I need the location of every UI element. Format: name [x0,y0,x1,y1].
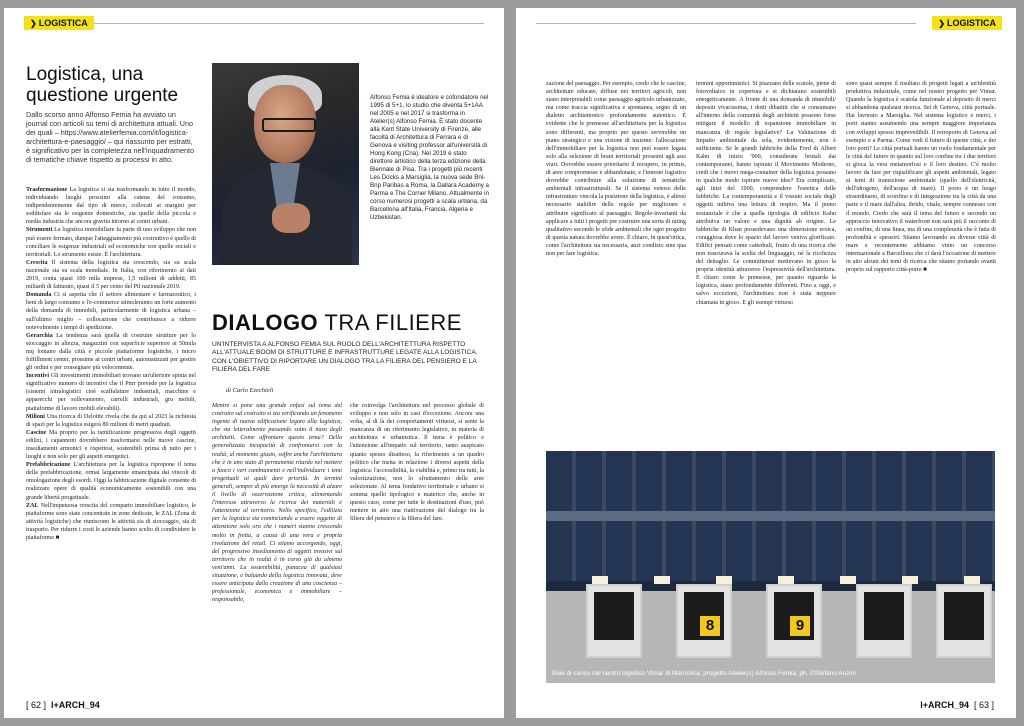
glossary-term: Milioni [26,413,45,420]
folio-left: [ 62 ] l+ARCH_94 [26,700,100,710]
glossary-term: ZAL [26,502,39,509]
sidebar-headline: Logistica, una questione urgente [26,64,179,106]
right-page [516,8,1016,718]
chevron-right-icon: ❯ [938,19,945,28]
glossary-text: La logistica si sta trasformando in tutto il mondo, individuando luoghi prossimi alla catena del consumo, indipendentemente dal tipo di merce, collocati ai margini per soddisfare sia le esigenze domestiche, sia quelle della piccola e media industria che ancora gravita intorno ai centri urbani. [26,187,196,226]
loading-bay-photo [546,451,995,683]
glossary-term: Prefabbricazione [26,462,71,469]
glossary-term: Domanda [26,292,52,299]
chevron-right-icon: ❯ [30,19,37,28]
glossary-entry [26,291,196,331]
glossary-entry [26,372,196,412]
glossary-text: Il sistema della logistica sta crescendo, sia su scala nazionale sia su scala mondiale. In Italia, con riferimento ai dati 2019, conta quasi 100 mila imprese, 1,5 milioni di addetti, 85 miliardi di fatturato, quasi il 5 per cento del Pil nazionale 2019. [26,259,196,291]
glossary-text: La logistica immobiliare fa parte di uno sviluppo che non può essere fermato, dunque l'atteggiamento più costruttivo è quello di conciliare le esigenze industriali ed economiche con quelle sociali e territoriali. Lo strumento esiste. È l'architettura. [26,227,196,258]
glossary-term: Gerarchia [26,332,53,339]
glossary-term: Incentivi [26,373,50,380]
header-rule [536,23,916,24]
glossary-text: Nell'impetuosa crescita del comparto immobiliare logistico, le piattaforme sono state concentrate in zone dedicate, le ZAL (Zona di attività logistiche) che riuniscono le attività sia di stoccaggio, sia di trasporto. Per ridurre i costi le aziende hanno scelto di condividere le piattaforme ■ [26,502,196,542]
column-2: termini opportunistici. Si piazzano delle scatole, piene di fotovoltaico in copertura e si dichiarano sostenibili energeticamente. A fronte di una domanda di immobili/ depositi vivacissima, i dotti dibattiti che si consumano all'interno della comunità degli architetti possono forse mitigare il modello di espansione immobiliare in mancanza di regole legislative? La Valutazione di Impatto ambientale da sola, evidentemente, non è sufficiente. Se le grandi fabbriche della Ford di Albert Kahn di inizio '900, considerate brutali dai contemporanei, hanno ispirato il Movimento Moderno, credi che i nuovi mega-container della logistica possano in qualche modo ispirare nuove idee? Era complicato, agli inizi del 1900, comprendere l'estetica delle fabbriche. La contemporaneità e il vissuto sociale degli oggetti inibiva una lettura di respiro. Ma il punto sostanziale è che a quella tipologia di edificio Kahn attribuiva un valore e una dignità ab origine. Le fabbriche di Khan possedevano una dimensione eroica, coraggiosa dove lo spazio del lavoro veniva glorificato. Edifici pensati come cattedrali, frutto di una ricerca che non trascurava la scelta del linguaggio, né la ricchezza del dettaglio. Le committenze mettevano in gioco la propria identità attraverso l'espressività dell'architettura. È chiaro come le premesse, per quanto riguarda la logistica, siano profondamente differenti. Fino a oggi, e salvo eccezioni, l'architettura non è stata neppure chiamata in gioco. E gli esempi virtuosi [696,81,836,306]
glossary-term: Crescita [26,259,48,266]
photo-caption: Baie di carico nel centro logistico Vimar di Marostica, progetto Atelier(s) Alfonso Femia, ph. ©Stefano Anzini [552,670,856,677]
loading-dock [936,584,992,658]
glossary-entry [26,429,196,461]
glossary-term: Strumenti [26,227,53,234]
author-bio: Alfonso Femia è ideatore e cofondatore nel 1995 di 5+1, lo studio che diventa 5+1AA nel 2005 e nel 2017 si trasforma in Atelier(s) Alfonso Femia. È stato docente alla Kent State University di Firenze, alle facoltà di Architettura di Ferrara e di Genova e visiting professor all'università di Hong Kong (Cna). Nel 2019 è stato direttore artistico della terza edizione della Biennale di Pisa. Tra i progetti più recenti Les Docks a Marsiglia, la nuova sede Bnl-Bnp Paribas a Roma, la Dallara Academy a Parma e The Corner Milano. Attualmente in corso numerosi progetti a scala urbana, da Barcellona all'Italia, Francia, Algeria e Uzbekistan. [370,94,489,221]
glossary-text: L'architettura per la logistica ripropone il tema della prefabbricazione, ormai largamente emancipata dai vincoli di omologazione degli esordi. Oggi la fabbricazione digitale consente di realizzare opere di qualità economicamente sostenibili con una grande libertà progettuale. [26,462,196,501]
glossary-text: Ci si aspetta che il settore alimentare e farmaceutico, i beni di largo consumo e l'e-commerce stimoleranno un forte aumento della domanda di immobili, particolarmente di logistica urbana – sull'ultimo miglio – collocazione che contribuisce a ridurre notevolmente i tempi di spedizione. [26,292,196,331]
glossary-entry [26,413,196,429]
section-tag: ❯ LOGISTICA [24,16,94,30]
interview-column-2: che coinvolga l'architettura nel processo globale di sviluppo e non solo in casi d'eccezione. Ancora una volta, al di là dei comportamenti virtuosi, si sente la mancanza di un riferimento legislativo, in materia di architettura e urbanistica. Il tema è politico e l'attenzione all'impatto sul territorio, tanto auspicato quanto spesso disatteso, fa riferimento a un quadro politico che metta in relazione i diversi aspetti della logistica: l'accessibilità, la viabilità e, primo tra tutti, la valorizzazione, non lo sfruttamento delle aree selezionate. Al tema fondativo territoriale e urbano si somma quello tipologico e materico che, anche in questo caso, come per tutte le destinazioni d'uso, può mettere in atto una riattivazione del dialogo tra la filiera del pensiero e la filiera del fare. [350,403,484,523]
glossary-entry [26,461,196,501]
byline: di Carlo Ezechieli [226,387,274,394]
glossary-column [26,186,196,701]
loading-dock [676,584,732,658]
dock-number: 9 [790,616,810,636]
glossary-term: Trasformazione [26,187,68,193]
column-3: sono quasi sempre il risultato di progetti legati a un'identità produttiva industriale, come nel nostro progetto per Vimar. Quando la logistica è scatola funzionale al deposito di merci si abbandona qualsiasi ricerca. Sei di Genova, città portuale. Hai lavorato a Marsiglia. Nel sistema logistico e merci, i porti stanno assumendo una sempre maggiore importanza con sviluppi spesso imprevedibili. Il retroporto di Genova ad esempio e a Parma. Come vedi il futuro di queste città, e dei loro porti? Le città portuali hanno un ruolo fondamentale per le città del futuro in quanto sul loro confine tra i due territori si gioca la vera metamorfosi e il loro destino. C'è molto lavoro da fare per riqualificare gli aspetti ambientali, legato ai temi di transizione ambientale (quello dell'elettricità, dell'idrogeno, dell'acqua di mare). Il porto è un luogo straordinario, di sconfino e di integrazione tra la città da una parte e il mare dall'altra, ibrido, vitale, sempre connesso con il mondo. Credo che sarà il tema del futuro e secondo un approccio innovativo il waterfront non sarà più il racconto di un confine, di una linea, ma di una complessità che è fatta di profondità e spessori. Stiamo lavorando su diverse città di mare e recentemente abbiamo vinto un concorso internazionale a Barcellona che ci darà l'occasione di mettere in atto alcuni dei temi di ricerca che stiamo portando avanti proprio sul rapporto città-porto ■ [846,81,996,274]
sidebar-intro: Dallo scorso anno Alfonso Femia ha avviato un journal con articoli su temi di architettura attuali. Uno dei quali – https://www.atelierfemia.com/it/logistica-architettura-e-paesaggio/ – qui riassunto per estratti, è significativo per la completezza nell'inquadramento di tematiche chiave rispetto ai processi in atto. [26,110,194,164]
section-tag: ❯ LOGISTICA [932,16,1002,30]
dock-number: 8 [700,616,720,636]
glossary-text: La tendenza sarà quella di costruire strutture per lo stoccaggio in altezza, magazzini con superficie superiore ai 50mila mq lontano dalla città e piccole piattaforme logistiche, i micro fulfillment center, prossime ai centri urbani, automatizzati per gestire gli ordini e per consegnare più velocemente. [26,332,196,372]
glossary-entry [26,226,196,258]
article-subtitle: UN'INTERVISTA A ALFONSO FEMIA SUL RUOLO DELL'ARCHITETTURA RISPETTO ALL'ATTUALE BOOM DI STRUTTURE E INFRASTRUTTURE LEGATE ALLA LOGISTICA. CON L'OBIETTIVO DI RIPORTARE UN DIALOGO TRA LA FILIERA DEL PENSIERO E LA FILIERA DEL FARE [212,341,478,374]
left-page [4,8,504,718]
glossary-text: Ma proprio per la ramificazione progressiva degli oggetti edilizi, i capannoni dovrebbero trasformarsi nelle nuove cascine, insediamenti armonici e rispettosi, sostenibili prima di tutto per i luoghi e non solo per gli aspetti energetici. [26,429,196,461]
column-1: zazione del paesaggio. Per esempio, credo che le cascine, architetture educate, diffuse nei territori agricoli, non siano interpretabili come paesaggio agricolo urbanizzato, ma come traccia significativa e spontanea, segno di un dialetto architettonico profondamente autentico. È evidente che le premesse all'architettura per la logistica sono differenti, ma proprio per questo servirebbe un piano strategico e una visione di insieme: l'allocazione dell'immobiliare per la logistica non può essere legata solo alla selezione di brani territoriali prossimi agli assi viari. Dovrebbe essere prioritario il recupero, in primis, di aree compromesse e abbandonate, e l'innesto logistico dovrebbe contribuire alla soluzione di tematiche ambientali infrastrutturali. Se il sistema venoso delle infrastrutture vincola la posizione della logistica, è altresì necessario stabilire delle regole per migliorare e attribuire significato al paesaggio. Regole-invarianti da applicare a tutti i progetti per costruire una sorta di rating qualitativo secondo le sfide ambientali che ogni progetto di questa natura dovrebbe avere. È chiaro, in quest'ottica, come l'architettura sia necessaria, anzi condizio sine qua non per fare logistica. [546,81,686,257]
glossary-entry [26,502,196,542]
loading-dock [586,584,642,658]
interview-column-1: Mentre si pone una grande enfasi sul tema del costruire sul costruito si sta verificando un fenomeno ingente di nuova edificazione legato alla logistica, che sta letteralmente passando sotto il naso degli architetti. Come affrontare questo tema? Della generalizzata incapacità di confrontarsi con la realtà, al momento giusto, soffre anche l'architettura che è in uno stato di permanente ritardo nel mettere a fuoco i veri cambiamenti e nell'individuare i temi progettuali ai quali dare priorità. In termini generali, sempre di più emerge la necessità di alzare il livello di osservazione critica, alimentando l'interesse attraverso la ricerca dei materiali e l'attenzione al territorio. Nello specifico, l'edilizia per la logistica sta cominciando a essere oggetto di attenzione solo ora che i numeri stanno crescendo molto in fretta, a causa di una vera e propria rivoluzione del retail. Ci stiamo accorgendo, oggi, del progressivo insediamento di oggetti invasivi sul territorio che in realtà è in corso già da almeno vent'anni. La sostenibilità, panacea di qualsiasi situazione, e baluardo della logistica innovata, deve essere anticipata dalla creazione di una coscienza – professionale, economica e immobiliare – responsabile, [212,403,342,604]
loading-dock [766,584,822,658]
portrait-photo [212,63,359,265]
article-title: DIALOGO TRA FILIERE [212,310,462,335]
folio-right: l+ARCH_94 [ 63 ] [920,700,994,710]
loading-dock [856,584,912,658]
glossary-text: Una ricerca di Deloitte rivela che da qui al 2023 la richiesta di spazi per la logistica esigerà 80 milioni di metri quadrati. [26,413,196,428]
glossary-term: Cascine [26,429,47,436]
glossary-text: Gli investimenti immobiliari trovano un'ulteriore spinta nel significativo numero di incentivi che il Pnrr prevede per la logistica (sistemi intralogistici cioè scaffalature industriali, macchine e apparecchi per sollevamento, carrelli industriali, gru mobili, piattaforme di lavoro mobili elevabili). [26,373,196,412]
header-rule [94,23,484,24]
glossary-entry [26,332,196,372]
glossary-entry [26,186,196,226]
glossary-entry [26,259,196,291]
